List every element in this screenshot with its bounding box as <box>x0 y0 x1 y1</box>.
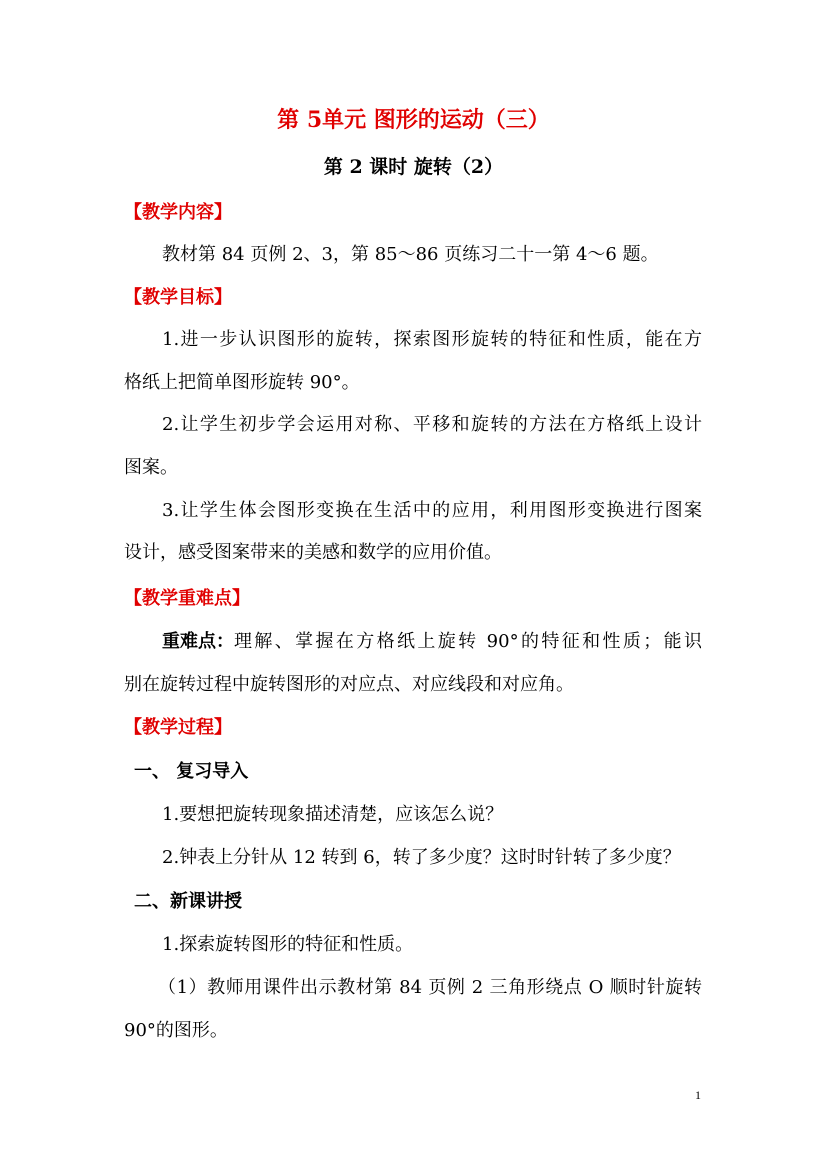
goal2-line2: 图案。 <box>124 457 178 478</box>
section-heading-content: 【教学内容】 <box>124 202 232 223</box>
goal1-line1: 1.进一步认识图形的旋转，探索图形旋转的特征和性质，能在方 <box>162 329 702 350</box>
key-points-line2: 别在旋转过程中旋转图形的对应点、对应线段和对应角。 <box>124 674 574 695</box>
key-points-label: 重难点： <box>162 631 234 652</box>
key-points-line1 <box>162 630 702 654</box>
goal3-line1: 3.让学生体会图形变换在生活中的应用，利用图形变换进行图案 <box>162 500 702 521</box>
review-question-1: 1.要想把旋转现象描述清楚，应该怎么说？ <box>162 804 504 825</box>
page-number: 1 <box>695 1088 701 1102</box>
section-heading-key-points: 【教学重难点】 <box>124 588 250 609</box>
content-text: 教材第 84 页例 2、3，第 85～86 页练习二十一第 4～6 题。 <box>162 244 659 265</box>
key-points-text: 理解、掌握在方格纸上旋转 90°的特征和性质；能识 <box>234 631 702 652</box>
review-question-2: 2.钟表上分针从 12 转到 6，转了多少度？这时时针转了多少度？ <box>162 847 681 868</box>
new-lesson-item-1: 1.探索旋转图形的特征和性质。 <box>162 934 414 955</box>
part2-title: 二、新课讲授 <box>134 891 242 912</box>
section-heading-goals: 【教学目标】 <box>124 287 232 308</box>
goal3-line2: 设计，感受图案带来的美感和数学的应用价值。 <box>124 542 502 563</box>
page-title: 第 5单元 图形的运动（三） <box>277 107 550 133</box>
new-lesson-item-1a-line1: （1）教师用课件出示教材第 84 页例 2 三角形绕点 O 顺时针旋转 <box>158 977 702 998</box>
part1-title: 一、 复习导入 <box>134 761 249 782</box>
section-heading-process: 【教学过程】 <box>124 717 232 738</box>
new-lesson-item-1a-line2: 90°的图形。 <box>124 1020 228 1041</box>
goal1-line2: 格纸上把简单图形旋转 90°。 <box>124 372 360 393</box>
goal2-line1: 2.让学生初步学会运用对称、平移和旋转的方法在方格纸上设计 <box>162 414 702 435</box>
lesson-subtitle: 第 2 课时 旋转（2） <box>323 156 504 178</box>
